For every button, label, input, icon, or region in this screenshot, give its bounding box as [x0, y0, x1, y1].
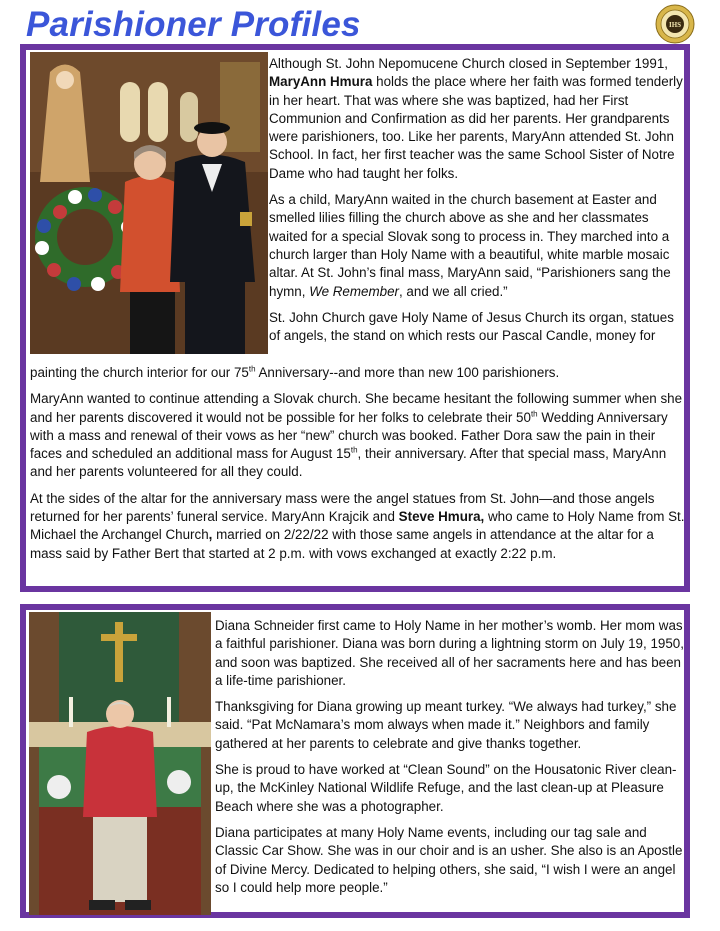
diana-text — [215, 617, 685, 905]
maryann-paragraph-2: As a child, MaryAnn waited in the church basement at Easter and smelled lilies filling the church above as she and her classmates waited for a special Slovak song to process in. They marched into a church larger than Holy Name with a beautiful, white marble mosaic altar. At St. John’s final mass, MaryAnn said, “Parishioners sang the hymn, We Remember, and we all cried.” — [269, 192, 671, 299]
profile-maryann — [20, 44, 690, 592]
maryann-paragraph-3-bottom: painting the church interior for our 75th Anniversary--and more than new 100 parishioners. — [30, 364, 560, 380]
diana-paragraph-4: Diana participates at many Holy Name events, including our tag sale and Classic Car Show. She was in our choir and is an usher. She also is an Apostle of Divine Mercy. Dedicated to helping others, she said, “I wish I were an angel so I could help more people.” — [215, 824, 683, 895]
diana-paragraph-1: Diana Schneider first came to Holy Name in her mother’s womb. Her mom was a faithful parishioner. Diana was born during a lightning storm on July 19, 1950, and soon was baptized. She received all of her sacraments here and has been a life-time parishioner. — [215, 618, 684, 688]
seal-text: IHS — [668, 21, 682, 29]
diana-paragraph-3: She is proud to have worked at “Clean Sound” on the Housatonic River clean-up, the McKinley National Wildlife Refuge, and the last clean-up at Pleasure Beach where she was a photographer. — [215, 762, 677, 814]
hymn-title: We Remember — [309, 283, 399, 299]
maryann-paragraph-1: Although St. John Nepomucene Church closed in September 1991, MaryAnn Hmura holds the place where her faith was formed tenderly in her heart. That was where she was baptized, had her First Communion and Confirmation as did her parents. Her grandparents were parishioners, too. Like her parents, MaryAnn attended St. John School. In fact, her first teacher was the same School Sister of Notre Dame who had taught her folks. — [269, 56, 683, 181]
maryann-intro-text — [269, 55, 687, 345]
profile-diana — [20, 604, 690, 918]
maryann-paragraph-5: At the sides of the altar for the anniversary mass were the angel statues from St. John—and those angels returned for her parents’ funeral service. MaryAnn Krajcik and Steve Hmura, who came to Holy Name from St. Michael the Archangel Church, married on 2/22/22 with those same angels in attendance at the altar for a mass said by Father Bert that started at 2 p.m. with vows exchanged at exactly 2:22 p.m. — [30, 490, 685, 561]
page-title: Parishioner Profiles — [26, 5, 361, 44]
ihs-seal-icon — [655, 4, 695, 44]
diana-paragraph-2: Thanksgiving for Diana growing up meant turkey. “We always had turkey,” she said. “Pat McNamara’s mom always when made it.” Neighbors and family gathered at her parents to celebrate and give thanks together. — [215, 699, 677, 751]
diana-photo — [29, 612, 211, 915]
maryann-paragraph-4: MaryAnn wanted to continue attending a Slovak church. She became hesitant the following summer when she and her parents discovered it would not be possible for her folks to celebrate their 50th Wedding Anniversary with a mass and renewal of their vows as her “new” church was booked. Father Dora saw the pain in their faces and scheduled an additional mass for August 15th, their anniversary. After that special mass, MaryAnn and her parents volunteered for all they could. — [30, 391, 683, 480]
maryann-continued-text — [30, 364, 685, 571]
maryann-name: MaryAnn Hmura — [269, 74, 373, 90]
maryann-photo — [30, 52, 268, 354]
steve-name: Steve Hmura, — [398, 509, 485, 525]
maryann-paragraph-3-top: St. John Church gave Holy Name of Jesus Church its organ, statues of angels, the stand on which rests our Pascal Candle, money for — [269, 309, 674, 344]
